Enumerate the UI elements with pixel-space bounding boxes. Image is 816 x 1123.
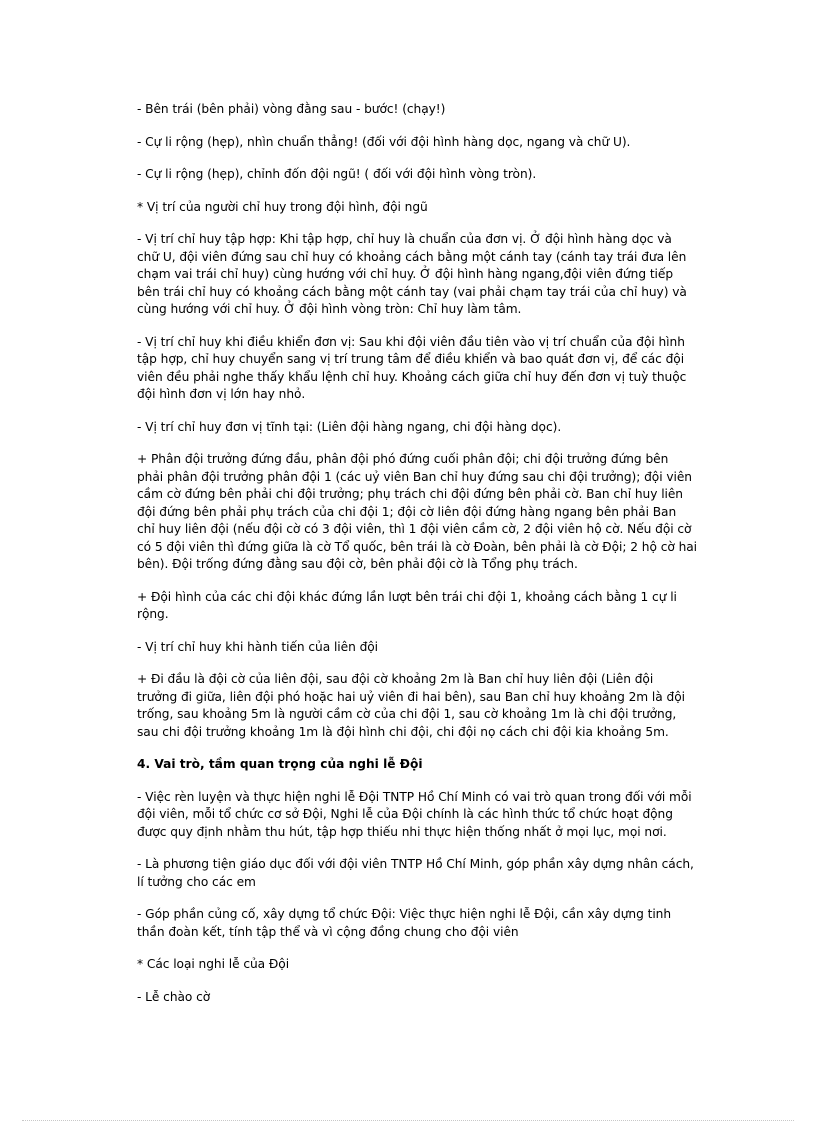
paragraph: - Vị trí chỉ huy khi hành tiến của liên đội xyxy=(137,639,379,654)
paragraph: - Là phương tiện giáo dục đối với đội viên TNTP Hồ Chí Minh, góp phần xây dựng nhân cách, lí tưởng cho các em xyxy=(137,857,694,889)
paragraph: - Vị trí chỉ huy đơn vị tĩnh tại: (Liên đội hàng ngang, chi đội hàng dọc). xyxy=(137,419,562,434)
paragraph: - Lễ chào cờ xyxy=(137,989,211,1004)
paragraph: - Cự li rộng (hẹp), chỉnh đốn đội ngũ! ( đối với đội hình vòng tròn). xyxy=(137,167,537,181)
paragraph: + Đội hình của các chi đội khác đứng lần lượt bên trái chi đội 1, khoảng cách bằng 1 cự li rộng. xyxy=(137,589,677,621)
paragraph: - Vị trí chỉ huy tập hợp: Khi tập hợp, chỉ huy là chuẩn của đơn vị. Ở đội hình hàng dọc và chữ U, đội viên đứng sau chỉ huy có khoảng cách bằng một cánh tay (cánh tay trái đưa lên chạm vai trái chỉ huy) cùng hướng với chỉ huy. Ở đội hình hàng ngang,đội viên đứng tiếp bên trái chỉ huy có khoảng cách bằng một cánh tay (vai phải chạm tay trái của chỉ huy) và cùng hướng với chỉ huy. Ở đội hình vòng tròn: Chỉ huy làm tâm. xyxy=(137,232,687,316)
paragraph: - Vị trí chỉ huy khi điều khiển đơn vị: Sau khi đội viên đầu tiên vào vị trí chuẩn của đội hình tập hợp, chỉ huy chuyển sang vị trí trung tâm để điều khiển và bao quát đơn vị, để các đội viên đều phải nghe thấy khẩu lệnh chỉ huy. Khoảng cách giữa chỉ huy đến đơn vị tuỳ thuộc đội hình đơn vị lớn hay nhỏ. xyxy=(137,334,687,401)
paragraph: - Cự li rộng (hẹp), nhìn chuẩn thẳng! (đối với đội hình hàng dọc, ngang và chữ U). xyxy=(137,134,631,149)
paragraph: - Bên trái (bên phải) vòng đằng sau - bước! (chạy!) xyxy=(137,102,446,116)
page-bottom-divider xyxy=(22,1120,794,1121)
section-heading: 4. Vai trò, tầm quan trọng của nghi lễ Đội xyxy=(137,757,423,771)
paragraph: - Góp phần củng cố, xây dựng tổ chức Đội: Việc thực hiện nghi lễ Đội, cần xây dựng tinh thần đoàn kết, tính tập thể và vì cộng đồng chung cho đội viên xyxy=(137,907,672,939)
paragraph: + Đi đầu là đội cờ của liên đội, sau đội cờ khoảng 2m là Ban chỉ huy liên đội (Liên đội trưởng đi giữa, liên đội phó hoặc hai uỷ viên đi hai bên), sau Ban chỉ huy khoảng 2m là đội trống, sau khoảng 5m là người cầm cờ của chi đội 1, sau cờ khoảng 1m là chi đội trưởng, sau chi đội trưởng khoảng 1m là đội hình chi đội, chi đội nọ cách chi đội kia khoảng 5m. xyxy=(137,672,685,739)
paragraph: * Các loại nghi lễ của Đội xyxy=(137,957,290,971)
document-body xyxy=(137,101,697,1021)
paragraph: * Vị trí của người chỉ huy trong đội hình, đội ngũ xyxy=(137,199,428,214)
paragraph: - Việc rèn luyện và thực hiện nghi lễ Đội TNTP Hồ Chí Minh có vai trò quan trong đối với mỗi đội viên, mỗi tổ chức cơ sở Đội, Nghi lễ của Đội chính là các hình thức tổ chức hoạt động được quy định nhằm thu hút, tập hợp thiếu nhi thực hiện thống nhất ở mọi lục, mọi nơi. xyxy=(137,789,692,839)
paragraph: + Phân đội trưởng đứng đầu, phân đội phó đứng cuối phân đội; chi đội trưởng đứng bên phải phân đội trưởng phân đội 1 (các uỷ viên Ban chỉ huy đứng sau chi đội trưởng); đội viên cầm cờ đứng bên phải chi đội trưởng; phụ trách chi đội đứng bên phải cờ. Ban chỉ huy liên đội đứng bên phải phụ trách của chi đội 1; đội cờ liên đội đứng hàng ngang bên phải Ban chỉ huy liên đội (nếu đội cờ có 3 đội viên, thì 1 đội viên cầm cờ, 2 đội viên hộ cờ. Nếu đội cờ có 5 đội viên thì đứng giữa là cờ Tổ quốc, bên trái là cờ Đoàn, bên phải là cờ Đội; 2 hộ cờ hai bên). Đội trống đứng đằng sau đội cờ, bên phải đội cờ là Tổng phụ trách. xyxy=(137,452,698,571)
